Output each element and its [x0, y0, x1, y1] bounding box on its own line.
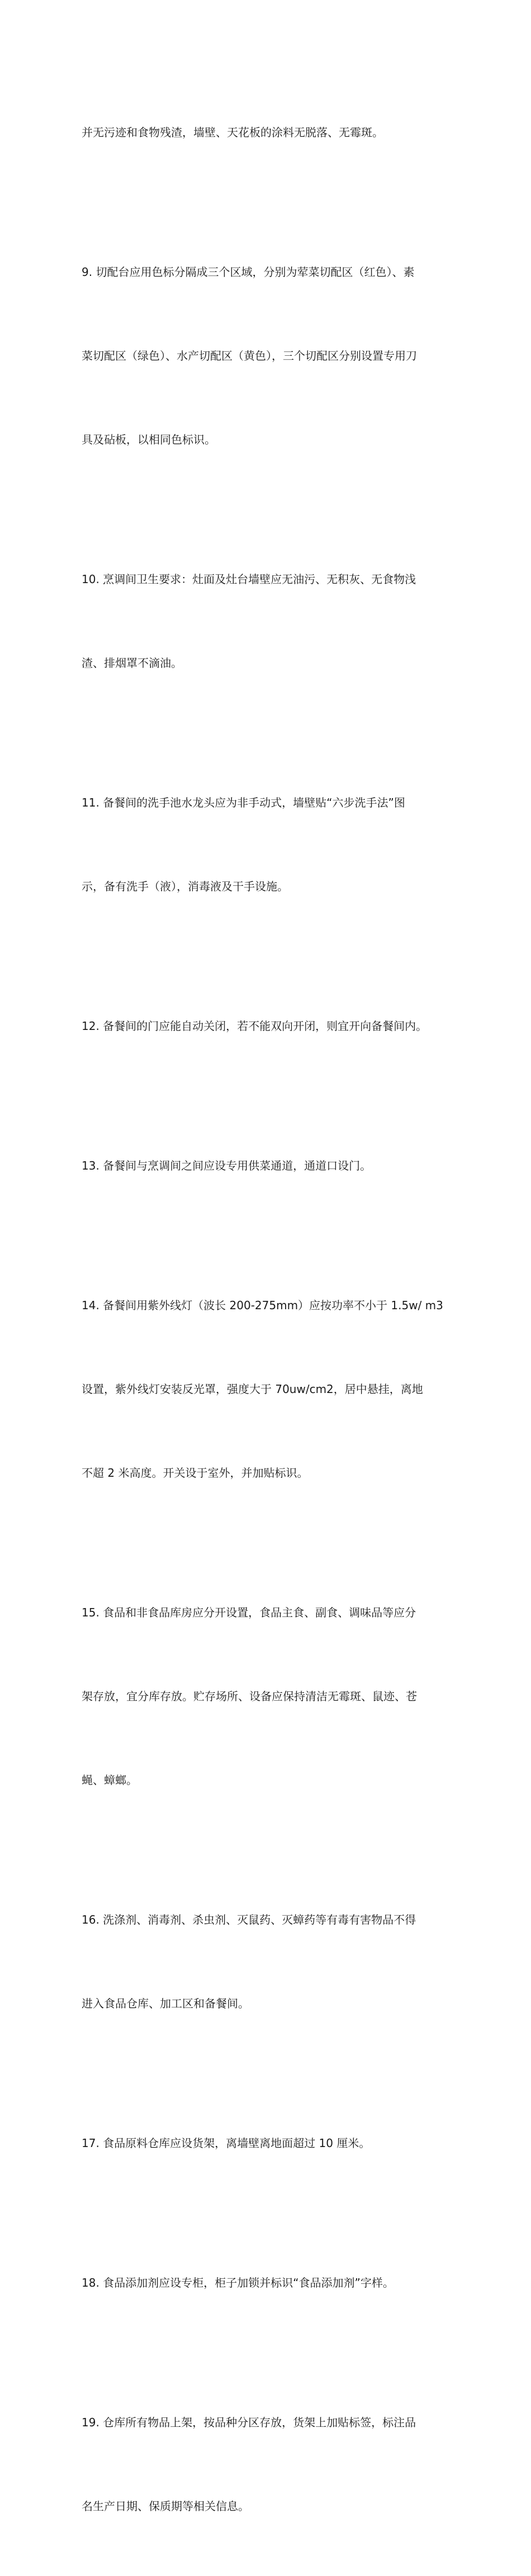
text-line: 名生产日期、保质期等相关信息。 — [82, 2499, 249, 2513]
paragraph-item-17 — [82, 2073, 455, 2213]
text-line: 设置，紫外线灯安装反光罩，强度大于 70uw/cm2，居中悬挂，离地 — [82, 1382, 423, 1396]
text-line: 11. 备餐间的洗手池水龙头应为非手动式，墙壁贴“六步洗手法”图 — [82, 796, 405, 809]
paragraph-item-11 — [82, 733, 455, 956]
text-line: 9. 切配台应用色标分隔成三个区域，分别为荤菜切配区（红色）、素 — [82, 265, 415, 279]
paragraph-item-15 — [82, 1543, 455, 1850]
text-line: 17. 食品原料仓库应设货架，离墙壁离地面超过 10 厘米。 — [82, 2136, 371, 2150]
text-line: 13. 备餐间与烹调间之间应设专用供菜通道，通道口设门。 — [82, 1159, 372, 1172]
text-line: 18. 食品添加剂应设专柜，柜子加锁并标识“食品添加剂”字样。 — [82, 2276, 394, 2289]
text-line: 菜切配区（绿色）、水产切配区（黄色），三个切配区分别设置专用刀 — [82, 349, 417, 362]
paragraph-item-9 — [82, 202, 455, 509]
text-line: 并无污迹和食物残渣，墙壁、天花板的涂料无脱落、无霉斑。 — [82, 126, 383, 139]
text-line: 渣、排烟罩不滴油。 — [82, 656, 182, 670]
text-line: 12. 备餐间的门应能自动关闭，若不能双向开闭，则宜开向备餐间内。 — [82, 1019, 428, 1033]
paragraph-continuation — [82, 63, 455, 202]
paragraph-item-16 — [82, 1850, 455, 2073]
paragraph-item-18 — [82, 2213, 455, 2353]
text-line: 具及砧板，以相同色标识。 — [82, 433, 216, 446]
paragraph-item-12 — [82, 956, 455, 1096]
paragraph-item-14 — [82, 1235, 455, 1543]
text-line: 架存放，宜分库存放。贮存场所、设备应保持清洁无霉斑、鼠迹、苍 — [82, 1690, 417, 1703]
text-line: 16. 洗涤剂、消毒剂、杀虫剂、灭鼠药、灭蟑药等有毒有害物品不得 — [82, 1913, 416, 1926]
text-line: 15. 食品和非食品库房应分开设置，食品主食、副食、调味品等应分 — [82, 1606, 416, 1619]
text-line: 14. 备餐间用紫外线灯（波长 200-275mm）应按功率不小于 1.5w/ m3 — [82, 1299, 443, 1312]
paragraph-item-19 — [82, 2353, 455, 2576]
text-line: 蝇、蟑螂。 — [82, 1773, 138, 1787]
text-line: 示，备有洗手（液），消毒液及干手设施。 — [82, 880, 288, 893]
text-line: 进入食品仓库、加工区和备餐间。 — [82, 1997, 249, 2010]
document-body — [82, 63, 455, 2576]
text-line: 不超 2 米高度。开关设于室外，并加贴标识。 — [82, 1466, 309, 1480]
text-line: 19. 仓库所有物品上架，按品种分区存放，货架上加贴标签，标注品 — [82, 2416, 416, 2429]
paragraph-item-13 — [82, 1096, 455, 1235]
text-line: 10. 烹调间卫生要求：灶面及灶台墙壁应无油污、无积灰、无食物浅 — [82, 573, 416, 586]
paragraph-item-10 — [82, 509, 455, 733]
